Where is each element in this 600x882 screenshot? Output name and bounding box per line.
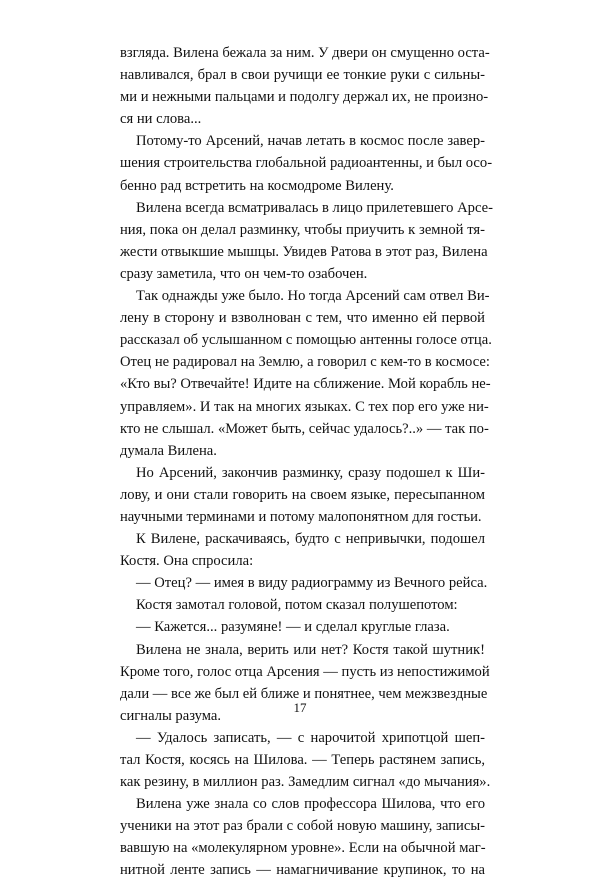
text-line: сразу заметила, что он чем-то озабочен. xyxy=(120,265,368,282)
text-line: кто не слышал. «Может быть, сейчас удалось?..» — так по- xyxy=(120,420,489,437)
text-line: Кроме того, голос отца Арсения — пусть из непостижимой xyxy=(120,663,490,680)
text-line: как резину, в миллион раз. Замедлим сигнал «до мычания». xyxy=(120,774,491,791)
text-line: навливался, брал в свои ручищи ее тонкие руки с сильны- xyxy=(120,67,485,84)
text-line: Вилена всегда всматривалась в лицо прилетевшего Арсе- xyxy=(136,199,493,216)
text-line: ся ни слова... xyxy=(120,111,202,128)
text-line: лову, и они стали говорить на своем языке, пересыпанном xyxy=(120,486,485,503)
text-line: Костя. Она спросила: xyxy=(120,553,254,570)
text-line: управляем». И так на многих языках. С тех пор его уже ни- xyxy=(120,398,489,415)
text-line: шения строительства глобальной радиоантенны, и был осо- xyxy=(120,155,493,172)
text-line: Вилена не знала, верить или нет? Костя такой шутник! xyxy=(136,641,485,658)
text-line: К Вилене, раскачиваясь, будто с непривычки, подошел xyxy=(136,531,485,548)
text-line: рассказал об услышанном с помощью антенны голосе отца. xyxy=(120,332,492,349)
text-line: взгляда. Вилена бежала за ним. У двери он смущенно оста- xyxy=(120,45,490,61)
text-line: жести отвыкшие мышцы. Увидев Ратова в этот раз, Вилена xyxy=(120,243,488,260)
text-line: ученики на этот раз брали с собой новую машину, записы- xyxy=(120,818,485,835)
text-line: Костя замотал головой, потом сказал полушепотом: xyxy=(136,597,458,614)
text-line: «Кто вы? Отвечайте! Идите на сближение. Мой корабль не- xyxy=(120,376,491,393)
body-text xyxy=(120,42,493,882)
text-line: Вилена уже знала со слов профессора Шилова, что его xyxy=(136,796,485,813)
text-line: вавшую на «молекулярном уровне». Если на обычной маг- xyxy=(120,840,486,857)
page-number: 17 xyxy=(293,700,307,715)
text-line: дали — все же был ей ближе и понятнее, чем межзвездные xyxy=(120,685,488,702)
text-line: Так однажды уже было. Но тогда Арсений сам отвел Ви- xyxy=(136,288,490,305)
text-line: — Отец? — имея в виду радиограмму из Вечного рейса. xyxy=(136,575,488,592)
text-line: бенно рад встретить на космодроме Вилену. xyxy=(120,177,394,194)
text-line: тал Костя, косясь на Шилова. — Теперь растянем запись, xyxy=(120,752,485,768)
text-line: нитной ленте запись — намагничивание крупинок, то на xyxy=(120,862,485,879)
text-line: ния, пока он делал разминку, чтобы приучить к земной тя- xyxy=(120,221,485,238)
text-line: лену в сторону и взволнован с тем, что именно ей первой xyxy=(120,310,485,327)
text-line: — Удалось записать, — с нарочитой хрипотцой шеп- xyxy=(136,729,485,746)
text-line: думала Вилена. xyxy=(120,442,217,459)
text-line: ми и нежными пальцами и подолгу держал их, не произно- xyxy=(120,89,489,106)
text-line: Потому-то Арсений, начав летать в космос после завер- xyxy=(136,133,485,150)
text-line: сигналы разума. xyxy=(120,707,222,724)
text-line: Отец не радировал на Землю, а говорил с кем-то в космосе: xyxy=(120,354,490,371)
text-line: — Кажется... разумяне! — и сделал круглые глаза. xyxy=(136,619,450,636)
text-line: Но Арсений, закончив разминку, сразу подошел к Ши- xyxy=(136,464,485,481)
text-line: научными терминами и потому малопонятном для гостьи. xyxy=(120,508,482,525)
